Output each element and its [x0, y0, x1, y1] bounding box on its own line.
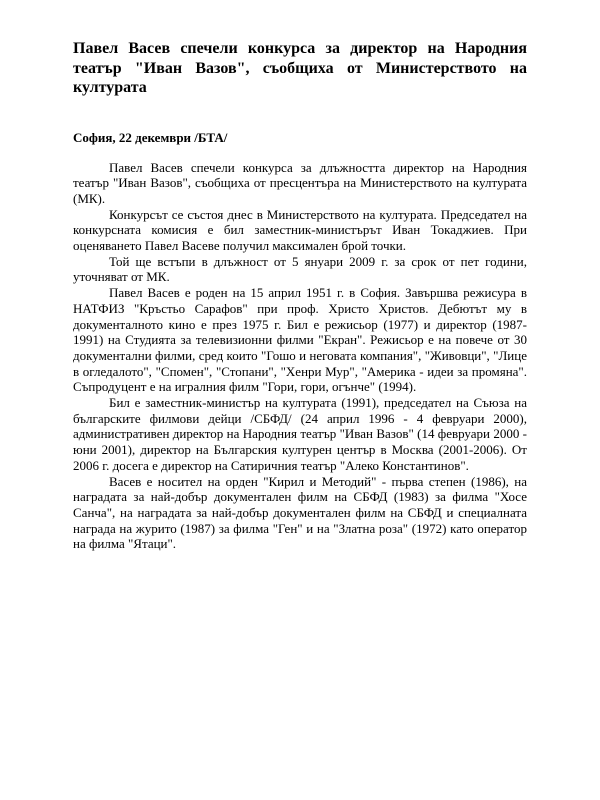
- article-paragraph: Конкурсът се състоя днес в Министерството на културата. Председател на конкурсната комисия е бил заместник-министърът Иван Токаджиев. При оценяването Павел Васеве получил максимален брой точки.: [73, 206, 527, 254]
- article-paragraph: Павел Васев е роден на 15 април 1951 г. в София. Завършва режисура в НАТФИЗ "Кръстьо Сарафов" при проф. Христо Христов. Дебютът му в документалното кино е през 1975 г. Бил е режисьор (1977) и директор (1987-1991) на Студията за телевизионни филми "Екран". Режисьор е на повече от 30 документални филми, сред които "Гошо и неговата компания", "Живовци", "Лице в огледалото", "Спомен", "Стопани", "Хенри Мур", "Америка - идеи за промяна". Съпродуцент е на игралния филм "Гори, гори, огънче" (1994).: [73, 285, 527, 395]
- article-headline: Павел Васев спечели конкурса за директор на Народния театър "Иван Вазов", съобщиха от Министерството на културата: [73, 40, 527, 96]
- article-paragraph: Бил е заместник-министър на културата (1991), председател на Съюза на българските филмови дейци /СБФД/ (24 април 1996 - 4 февруари 2000), административен директор на Народния театър "Иван Вазов" (14 февруари 2000 - юни 2001), директор на Българския културен център в Москва (2001-2006). От 2006 г. досега е директор на Сатиричния театър "Алеко Константинов".: [73, 395, 527, 473]
- article-paragraph: Той ще встъпи в длъжност от 5 януари 2009 г. за срок от пет години, уточняват от МК.: [73, 253, 527, 285]
- article-dateline: София, 22 декември /БТА/: [73, 129, 228, 145]
- article-body: [73, 160, 527, 553]
- article-paragraph: Васев е носител на орден "Кирил и Методий" - първа степен (1986), на наградата за най-добър документален филм на СБФД (1983) за филма "Хосе Санча", на наградата за най-добър документален филм на СБФД и специалната награда на журито (1987) за филма "Ген" и на "Златна роза" (1972) като оператор на филма "Ятаци".: [73, 473, 527, 552]
- document-page: [73, 39, 527, 552]
- article-paragraph: Павел Васев спечели конкурса за длъжността директор на Народния театър "Иван Вазов", съобщиха от пресцентъра на Министерството на културата (МК).: [73, 159, 527, 206]
